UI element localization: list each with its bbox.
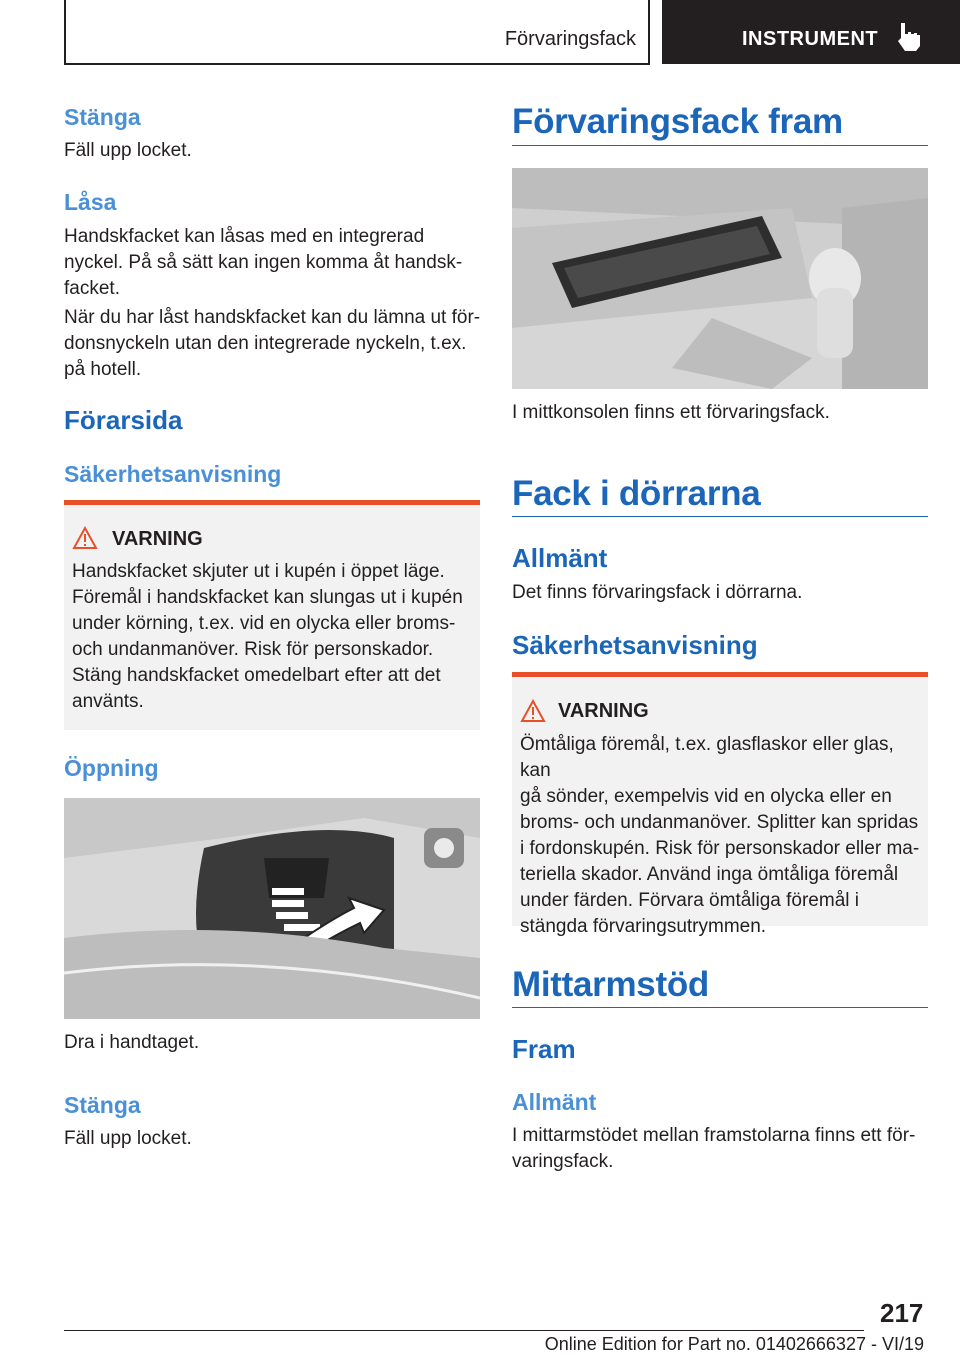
page-number: 217 (880, 1298, 924, 1328)
heading-general: Allmänt (512, 543, 608, 573)
heading-front: Fram (512, 1034, 576, 1064)
heading-general-2: Allmänt (512, 1089, 597, 1115)
heading-rule (512, 145, 928, 146)
glovebox-illustration (64, 798, 480, 1019)
text-line: Stäng handskfacket omedelbart efter att det (72, 665, 441, 686)
text-line: Föremål i handskfacket kan slungas ut i kupén (72, 587, 463, 608)
text-line: nyckel. På så sätt kan ingen komma åt handsk- (64, 252, 463, 273)
text-line: Ömtåliga föremål, t.ex. glasflaskor eller glas, kan (520, 734, 894, 781)
text-line: donsnyckeln utan den integrerade nyckeln, t.ex. (64, 333, 467, 354)
text-line: stängda förvaringsutrymmen. (520, 916, 767, 937)
edition-note: Online Edition for Part no. 01402666327 - VI/19 (544, 1334, 924, 1354)
warning-bar (64, 500, 480, 505)
text-line: i fordonskupén. Risk för personskador eller ma- (520, 838, 920, 859)
heading-close: Stänga (64, 104, 141, 130)
warning-box-right (512, 672, 928, 937)
text-line: broms- och undanmanöver. Splitter kan spridas (520, 812, 919, 833)
text-line: varingsfack. (512, 1151, 614, 1172)
text-line: under körning, t.ex. vid en olycka eller broms- (72, 613, 456, 634)
text-line: facket. (64, 278, 120, 299)
header-underline (64, 63, 650, 65)
heading-rule (512, 516, 928, 517)
heading-rule (512, 1007, 928, 1008)
lock-paragraph-1 (64, 224, 484, 302)
text-line: Handskfacket kan låsas med en integrerad (64, 226, 425, 247)
heading-lock: Låsa (64, 189, 117, 215)
text-line: på hotell. (64, 359, 142, 380)
front-caption: I mittkonsolen finns ett förvaringsfack. (512, 402, 830, 423)
warning-bar (512, 672, 928, 677)
doors-text: Det finns förvaringsfack i dörrarna. (512, 582, 803, 603)
console-drawing (512, 168, 928, 389)
heading-armrest: Mittarmstöd (512, 965, 709, 1004)
lock-paragraph-2 (64, 305, 484, 383)
heading-safety-left: Säkerhetsanvisning (64, 461, 282, 487)
heading-close-2: Stänga (64, 1092, 141, 1118)
heading-door-pockets: Fack i dörrarna (512, 474, 761, 513)
warning-triangle-icon (72, 526, 98, 550)
warning-title: VARNING (558, 700, 649, 722)
heading-front-storage: Förvaringsfack fram (512, 102, 843, 141)
warning-text (520, 732, 926, 940)
warning-title: VARNING (112, 528, 203, 550)
header-section-title: Förvaringsfack (504, 28, 636, 50)
glovebox-drawing (64, 798, 480, 1019)
header-divider-left (64, 0, 66, 64)
warning-triangle-icon (520, 699, 546, 723)
text-line: använts. (72, 691, 144, 712)
heading-opening: Öppning (64, 755, 159, 781)
chapter-tab[interactable] (662, 0, 960, 64)
warning-box-left (64, 500, 480, 730)
text-line: och undanmanöver. Risk för personskador. (72, 639, 434, 660)
armrest-paragraph (512, 1123, 932, 1175)
text-line: teriella skador. Använd inga ömtåliga föremål (520, 864, 899, 885)
text-line: gå sönder, exempelvis vid en olycka eller en (520, 786, 892, 807)
close-text: Fäll upp locket. (64, 140, 192, 161)
text-line: Handskfacket skjuter ut i kupén i öppet läge. (72, 561, 445, 582)
text-line: I mittarmstödet mellan framstolarna finns ett för- (512, 1125, 916, 1146)
warning-text (72, 559, 477, 715)
heading-driver-side: Förarsida (64, 405, 183, 435)
text-line: När du har låst handskfacket kan du lämna ut för- (64, 307, 481, 328)
header-divider-right (648, 0, 650, 64)
close-text-2: Fäll upp locket. (64, 1128, 192, 1149)
chapter-tab-label: INSTRUMENT (742, 28, 879, 50)
hand-pointer-icon (896, 22, 922, 52)
heading-safety-right: Säkerhetsanvisning (512, 630, 758, 660)
text-line: under färden. Förvara ömtåliga föremål i (520, 890, 859, 911)
center-console-illustration (512, 168, 928, 389)
footer-rule (64, 1330, 864, 1331)
opening-caption: Dra i handtaget. (64, 1032, 200, 1053)
